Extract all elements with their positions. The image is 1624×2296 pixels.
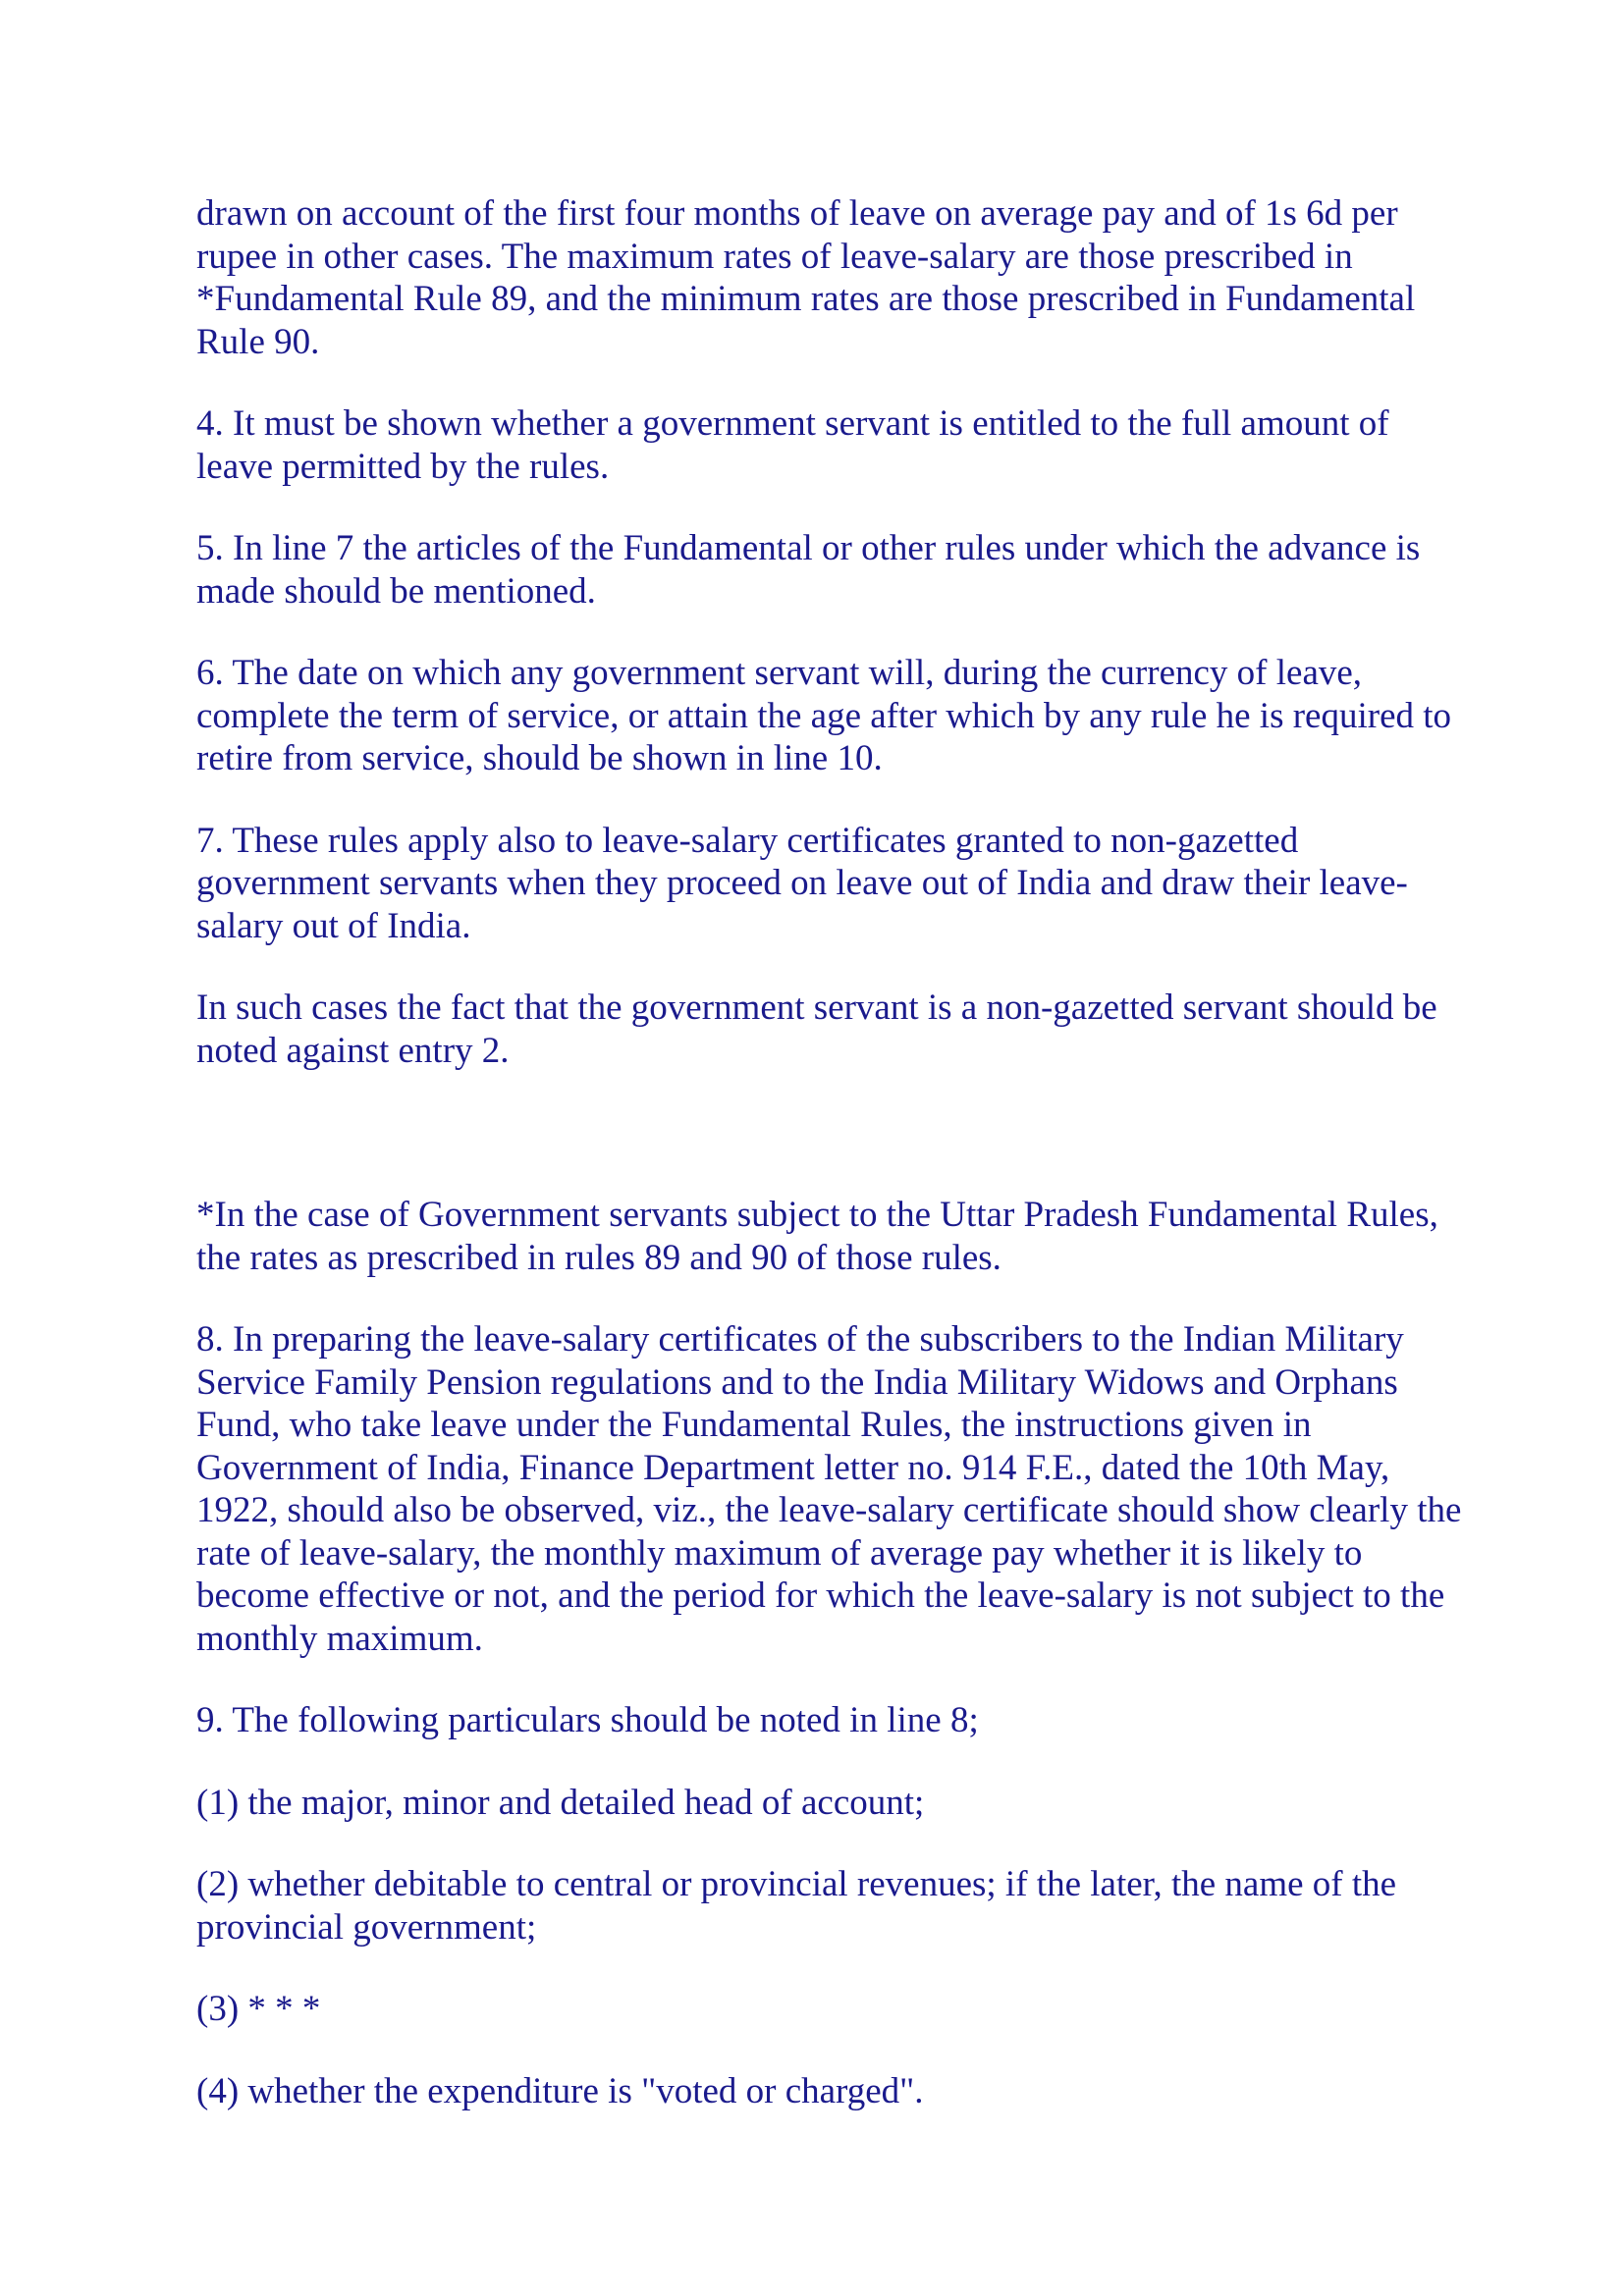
document-page [196,192,1463,2152]
paragraph-rule-7: 7. These rules apply also to leave-salary certificates granted to non-gazetted government servants when they proceed on leave out of India and draw their leave-salary out of India. [196,820,1408,946]
list-item-1: (1) the major, minor and detailed head of account; [196,1782,925,1823]
paragraph-rule-5: 5. In line 7 the articles of the Fundamental or other rules under which the advance is made should be mentioned. [196,528,1421,612]
paragraph-rule-9: 9. The following particulars should be noted in line 8; [196,1700,979,1740]
list-item-4: (4) whether the expenditure is "voted or charged". [196,2070,924,2111]
paragraph-rule-8: 8. In preparing the leave-salary certificates of the subscribers to the Indian Military Service Family Pension regulations and to the India Military Widows and Orphans Fund, who take leave under the Fundamental Rules, the instructions given in Government of India, Finance Department letter no. 914 F.E., dated the 10th May, 1922, should also be observed, viz., the leave-salary certificate should show clearly the rate of leave-salary, the monthly maximum of average pay whether it is likely to become effective or not, and the period for which the leave-salary is not subject to the monthly maximum. [196,1319,1462,1659]
footnote-uttar-pradesh: *In the case of Government servants subject to the Uttar Pradesh Fundamental Rules, the rates as prescribed in rules 89 and 90 of those rules. [196,1195,1438,1278]
paragraph-non-gazetted-note: In such cases the fact that the government servant is a non-gazetted servant should be noted against entry 2. [196,988,1437,1071]
paragraph-rule-6: 6. The date on which any government servant will, during the currency of leave, complete the term of service, or attain the age after which by any rule he is required to retire from service, should be shown in line 10. [196,653,1452,778]
paragraph-leave-salary-rates: drawn on account of the first four months of leave on average pay and of 1s 6d per rupee in other cases. The maximum rates of leave-salary are those prescribed in *Fundamental Rule 89, and the minimum rates are those prescribed in Fundamental Rule 90. [196,193,1416,362]
paragraph-rule-4: 4. It must be shown whether a government servant is entitled to the full amount of leave permitted by the rules. [196,403,1389,487]
section-spacer [196,1111,1463,1194]
list-item-2: (2) whether debitable to central or provincial revenues; if the later, the name of the provincial government; [196,1864,1397,1948]
list-item-3: (3) * * * [196,1989,321,2029]
